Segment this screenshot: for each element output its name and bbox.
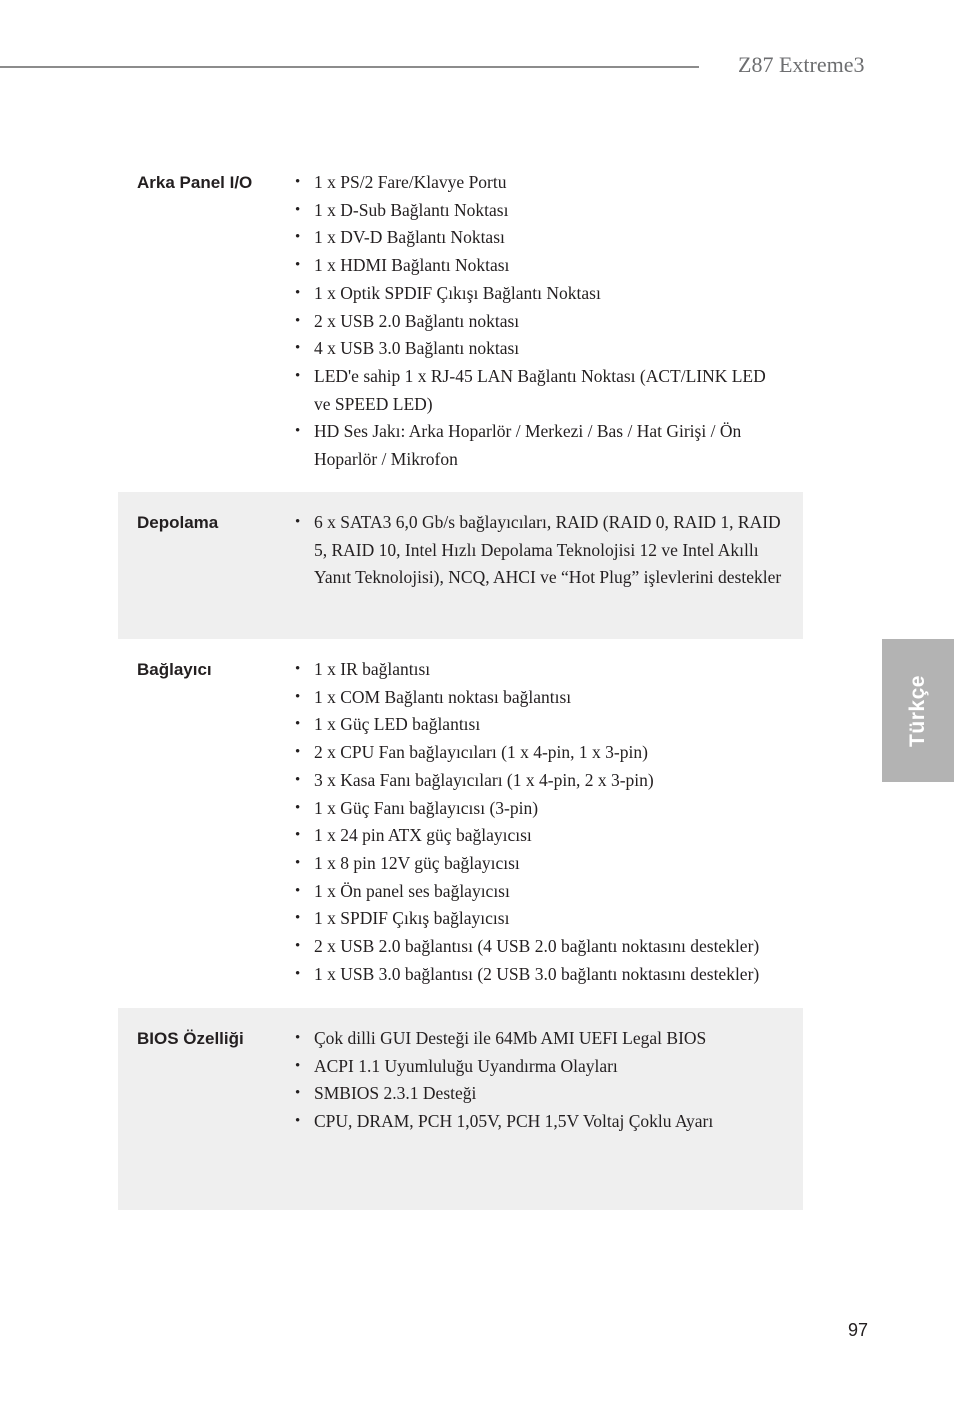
bullet: • <box>295 367 301 384</box>
list-item: • 1 x D-Sub Bağlantı Noktası <box>295 197 785 225</box>
bullet: • <box>295 340 301 357</box>
list-item: • 1 x IR bağlantısı <box>295 656 795 684</box>
page-number: 97 <box>848 1320 869 1340</box>
list-item: • 2 x CPU Fan bağlayıcıları (1 x 4-pin, 1 x 3-pin) <box>295 739 795 767</box>
bullet: • <box>295 827 301 844</box>
list-item: • 1 x DV-D Bağlantı Noktası <box>295 224 785 252</box>
spec-list <box>295 509 785 592</box>
list-item: • HD Ses Jakı: Arka Hoparlör / Merkezi / Bas / Hat Girişi / Ön Hoparlör / Mikrofon <box>295 418 785 473</box>
list-item: • LED'e sahip 1 x RJ-45 LAN Bağlantı Noktası (ACT/LINK LED ve SPEED LED) <box>295 363 785 418</box>
section-bios-features <box>118 1008 803 1210</box>
section-storage <box>118 492 803 639</box>
spec-list <box>295 169 785 474</box>
bullet: • <box>295 688 301 705</box>
list-item: • Çok dilli GUI Desteği ile 64Mb AMI UEFI Legal BIOS <box>295 1025 785 1053</box>
list-item: • 6 x SATA3 6,0 Gb/s bağlayıcıları, RAID (RAID 0, RAID 1, RAID 5, RAID 10, Intel Hızlı Depolama Teknolojisi 12 ve Intel Akıllı Yanıt Teknolojisi), NCQ, AHCI ve “Hot Plug” işlevlerini destekler <box>295 509 785 592</box>
list-item: • 1 x SPDIF Çıkış bağlayıcısı <box>295 905 795 933</box>
bullet: • <box>295 1113 301 1130</box>
bullet: • <box>295 1085 301 1102</box>
list-item: • 1 x Ön panel ses bağlayıcısı <box>295 878 795 906</box>
list-item: • 1 x 24 pin ATX güç bağlayıcısı <box>295 822 795 850</box>
list-item: • ACPI 1.1 Uyumluluğu Uyandırma Olayları <box>295 1053 785 1081</box>
list-item: • 4 x USB 3.0 Bağlantı noktası <box>295 335 785 363</box>
bullet: • <box>295 1030 301 1046</box>
section-label: BIOS Özelliği <box>137 1029 244 1048</box>
bullet: • <box>295 910 301 927</box>
section-rear-panel-io <box>118 160 803 490</box>
bullet: • <box>295 1057 301 1074</box>
bullet: • <box>295 938 301 955</box>
bullet: • <box>295 771 301 788</box>
list-item: • 2 x USB 2.0 Bağlantı noktası <box>295 308 785 336</box>
bullet: • <box>295 229 301 246</box>
bullet: • <box>295 882 301 899</box>
bullet: • <box>295 854 301 871</box>
list-item: • 1 x Güç Fanı bağlayıcısı (3-pin) <box>295 795 795 823</box>
bullet: • <box>295 423 301 440</box>
spec-list <box>295 1025 785 1136</box>
bullet: • <box>295 799 301 816</box>
bullet: • <box>295 744 301 761</box>
bullet: • <box>295 257 301 274</box>
section-connectors <box>118 639 803 1008</box>
bullet: • <box>295 716 301 733</box>
bullet: • <box>295 312 301 329</box>
list-item: • 3 x Kasa Fanı bağlayıcıları (1 x 4-pin, 2 x 3-pin) <box>295 767 795 795</box>
language-tab <box>882 639 954 782</box>
list-item: • 1 x 8 pin 12V güç bağlayıcısı <box>295 850 795 878</box>
bullet: • <box>295 514 301 530</box>
list-item: • 1 x USB 3.0 bağlantısı (2 USB 3.0 bağlantı noktasını destekler) <box>295 961 795 989</box>
list-item: • 1 x Optik SPDIF Çıkışı Bağlantı Noktası <box>295 280 785 308</box>
header-rule <box>0 66 699 68</box>
language-tab-label: Türkçe <box>906 674 929 747</box>
bullet: • <box>295 284 301 301</box>
list-item: • 1 x PS/2 Fare/Klavye Portu <box>295 169 785 197</box>
list-item: • 2 x USB 2.0 bağlantısı (4 USB 2.0 bağlantı noktasını destekler) <box>295 933 795 961</box>
list-item: • 1 x COM Bağlantı noktası bağlantısı <box>295 684 795 712</box>
list-item: • 1 x Güç LED bağlantısı <box>295 711 795 739</box>
spec-list <box>295 656 795 988</box>
list-item: • 1 x HDMI Bağlantı Noktası <box>295 252 785 280</box>
bullet: • <box>295 661 301 677</box>
bullet: • <box>295 965 301 982</box>
section-label: Arka Panel I/O <box>137 173 253 192</box>
section-label: Bağlayıcı <box>137 660 212 679</box>
list-item: • CPU, DRAM, PCH 1,05V, PCH 1,5V Voltaj Çoklu Ayarı <box>295 1108 785 1136</box>
bullet: • <box>295 174 301 190</box>
bullet: • <box>295 201 301 218</box>
model-title: Z87 Extreme3 <box>738 52 865 77</box>
list-item: • SMBIOS 2.3.1 Desteği <box>295 1080 785 1108</box>
section-label: Depolama <box>137 513 219 532</box>
